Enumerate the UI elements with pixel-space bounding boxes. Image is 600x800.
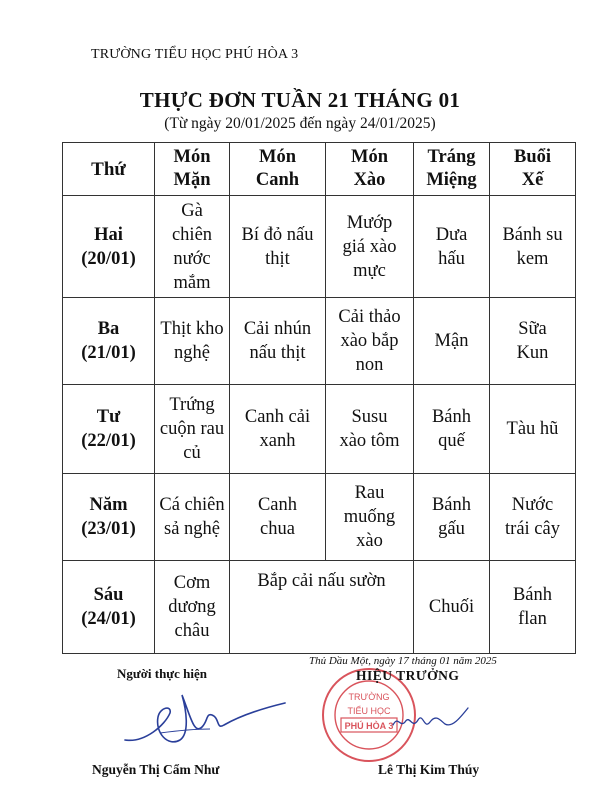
dessert-cell xyxy=(414,561,490,654)
snack-cell xyxy=(490,561,576,654)
snack-cell xyxy=(490,474,576,561)
stir-fry-cell xyxy=(326,385,414,474)
soup-line: xanh xyxy=(259,431,296,451)
dessert-line: hấu xyxy=(438,248,465,269)
school-name: TRƯỜNG TIỂU HỌC PHÚ HÒA 3 xyxy=(91,47,299,62)
seal-line-2: TIỂU HỌC xyxy=(347,706,391,716)
day-date: (21/01) xyxy=(81,343,136,363)
day-name: Tư xyxy=(96,407,121,427)
dessert-line: Bánh xyxy=(431,407,472,427)
snack-line: trái cây xyxy=(505,519,560,539)
snack-cell xyxy=(490,196,576,298)
main-dish-line: nghệ xyxy=(174,343,210,363)
snack-line: kem xyxy=(516,248,549,269)
main-dish-cell xyxy=(155,561,230,654)
stir-fry-line: xào tôm xyxy=(339,431,400,451)
day-name: Năm xyxy=(89,495,128,515)
header-afternoon-snack xyxy=(490,143,576,196)
table-row xyxy=(63,196,576,298)
dessert-line: Dưa xyxy=(435,224,468,245)
seal-line-3: PHÚ HÒA 3 xyxy=(344,721,394,731)
stir-fry-line: Mướp xyxy=(346,212,393,233)
header-soup-line2: Canh xyxy=(255,170,300,190)
snack-line: Bánh xyxy=(512,585,553,605)
header-stir-fry-line2: Xào xyxy=(353,170,386,190)
main-dish-line: Gà xyxy=(181,200,203,221)
header-main-dish-line1: Món xyxy=(173,147,211,167)
header-day xyxy=(63,143,155,196)
snack-line: Tàu hũ xyxy=(506,419,559,439)
main-dish-line: chiên xyxy=(171,224,213,245)
stir-fry-cell xyxy=(326,474,414,561)
soup-line: chua xyxy=(260,519,295,539)
stir-fry-cell xyxy=(326,196,414,298)
stir-fry-line: mực xyxy=(353,260,386,281)
dessert-cell xyxy=(414,196,490,298)
main-dish-line: củ xyxy=(183,443,201,463)
stir-fry-line: non xyxy=(355,355,384,375)
dessert-line: Bánh xyxy=(431,495,472,515)
header-dessert-line2: Miệng xyxy=(426,170,477,190)
dessert-cell xyxy=(414,385,490,474)
header-stir-fry-line1: Món xyxy=(351,147,388,167)
soup-cell xyxy=(230,474,326,561)
dessert-line: Mận xyxy=(434,331,469,351)
table-row xyxy=(63,561,576,654)
stir-fry-line: giá xào xyxy=(342,236,397,257)
day-cell xyxy=(63,196,155,298)
header-main-dish xyxy=(155,143,230,196)
menu-title: THỰC ĐƠN TUẦN 21 THÁNG 01 xyxy=(139,88,461,112)
main-dish-cell xyxy=(155,298,230,385)
soup-line: thịt xyxy=(265,248,290,269)
day-cell xyxy=(63,385,155,474)
main-dish-line: nước xyxy=(173,248,211,269)
snack-cell xyxy=(490,298,576,385)
snack-line: flan xyxy=(518,609,547,629)
header-snack-line2: Xế xyxy=(521,170,544,190)
day-cell xyxy=(63,561,155,654)
soup-line: Bí đỏ nấu xyxy=(241,224,314,245)
preparer-signature xyxy=(120,685,290,755)
day-date: (20/01) xyxy=(81,248,136,269)
dessert-cell xyxy=(414,474,490,561)
main-dish-cell xyxy=(155,196,230,298)
snack-line: Kun xyxy=(516,343,549,363)
main-dish-line: mắm xyxy=(173,272,211,293)
soup-cell xyxy=(230,196,326,298)
soup-line: Cải nhún xyxy=(243,319,312,339)
soup-cell xyxy=(230,385,326,474)
main-dish-line: châu xyxy=(174,621,210,641)
snack-line: Sữa xyxy=(518,319,547,339)
soup-line: Canh xyxy=(257,495,298,515)
header-stir-fry xyxy=(326,143,414,196)
principal-signature xyxy=(390,700,470,740)
soup-line: Canh cải xyxy=(244,407,311,427)
day-cell xyxy=(63,474,155,561)
merged-dish-line: Bắp cải nấu sườn xyxy=(257,571,386,591)
main-dish-line: Trứng xyxy=(169,395,215,415)
day-name: Sáu xyxy=(93,585,124,605)
main-dish-line: sả nghệ xyxy=(164,519,220,539)
preparer-title: Người thực hiện xyxy=(117,666,207,681)
soup-stir-fry-merged-cell xyxy=(230,561,414,654)
main-dish-cell xyxy=(155,474,230,561)
main-dish-line: cuộn rau xyxy=(159,419,225,439)
date-range: (Từ ngày 20/01/2025 đến ngày 24/01/2025) xyxy=(164,115,436,132)
dessert-line: quế xyxy=(438,431,465,451)
snack-line: Nước xyxy=(511,495,554,515)
main-dish-line: Cá chiên xyxy=(159,495,225,515)
stir-fry-line: xào bắp xyxy=(340,331,399,351)
snack-line: Bánh su xyxy=(502,224,563,245)
stir-fry-line: muống xyxy=(343,507,396,527)
stir-fry-line: xào xyxy=(356,531,383,551)
soup-line: nấu thịt xyxy=(249,343,306,363)
day-name: Ba xyxy=(97,319,120,339)
table-row xyxy=(63,474,576,561)
seal-line-1: TRƯỜNG xyxy=(348,692,390,702)
main-dish-line: Cơm xyxy=(173,573,211,593)
day-cell xyxy=(63,298,155,385)
main-dish-cell xyxy=(155,385,230,474)
dessert-line: gấu xyxy=(438,519,465,539)
weekly-menu-table xyxy=(62,142,576,654)
table-row xyxy=(63,298,576,385)
principal-title: HIỆU TRƯỞNG xyxy=(356,668,460,683)
table-row xyxy=(63,385,576,474)
stir-fry-cell xyxy=(326,298,414,385)
day-name: Hai xyxy=(94,224,123,245)
dessert-cell xyxy=(414,298,490,385)
header-row xyxy=(63,143,576,196)
header-dessert-line1: Tráng xyxy=(427,147,476,167)
stir-fry-line: Susu xyxy=(351,407,388,427)
day-date: (24/01) xyxy=(81,609,136,629)
preparer-name: Nguyễn Thị Cẩm Như xyxy=(92,762,220,777)
snack-cell xyxy=(490,385,576,474)
main-dish-line: Thịt kho xyxy=(160,319,224,339)
header-soup xyxy=(230,143,326,196)
header-day-label: Thứ xyxy=(91,158,126,180)
principal-name: Lê Thị Kim Thúy xyxy=(378,762,480,777)
dessert-line: Chuối xyxy=(428,597,475,617)
day-date: (23/01) xyxy=(81,519,136,539)
header-soup-line1: Món xyxy=(259,147,296,167)
header-snack-line1: Buổi xyxy=(513,147,552,167)
stir-fry-line: Cải thảo xyxy=(338,307,401,327)
place-and-date: Thủ Dầu Một, ngày 17 tháng 01 năm 2025 xyxy=(309,655,497,667)
soup-cell xyxy=(230,298,326,385)
day-date: (22/01) xyxy=(81,431,136,451)
stir-fry-line: Rau xyxy=(354,483,385,503)
header-dessert xyxy=(414,143,490,196)
main-dish-line: dương xyxy=(168,597,216,617)
header-main-dish-line2: Mặn xyxy=(173,170,211,190)
